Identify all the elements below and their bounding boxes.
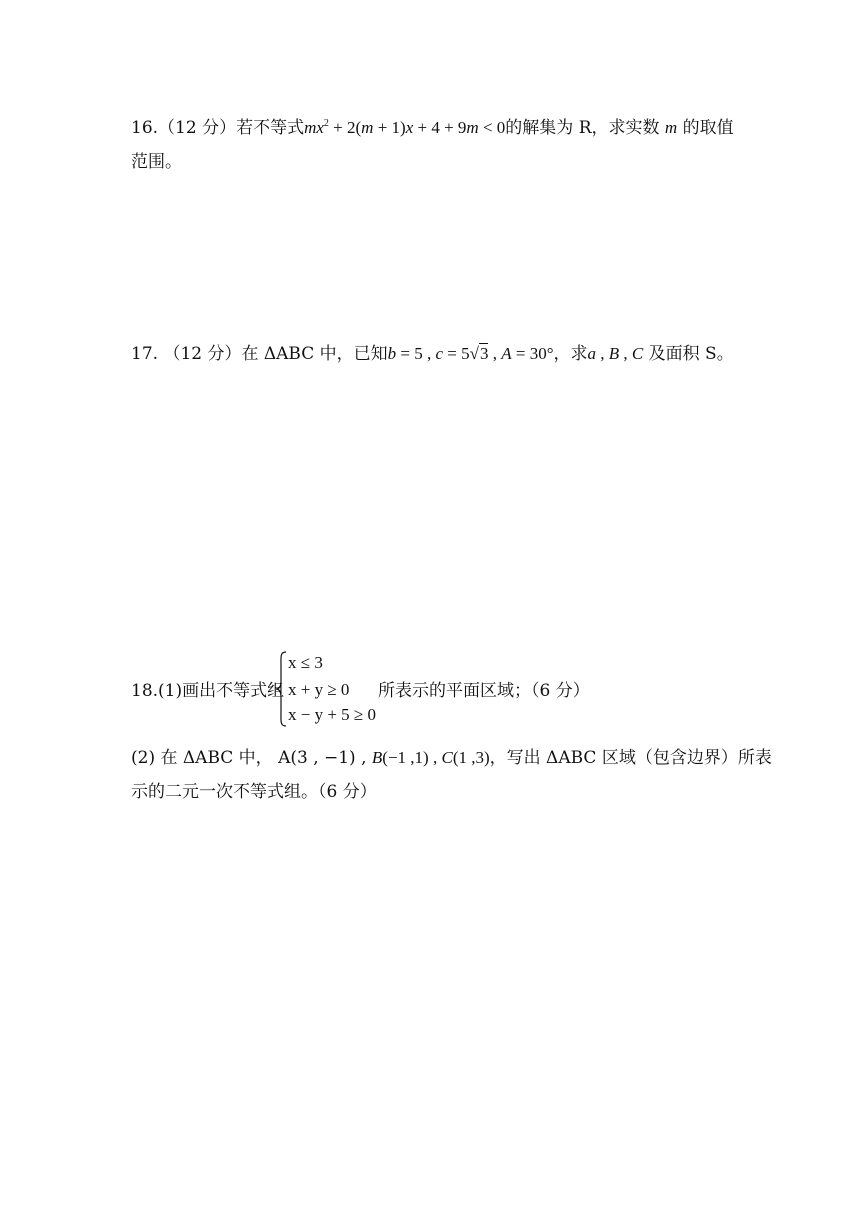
q18-part2-prefix: (2) 在 ΔABC 中， A(3 , −1) ,	[131, 748, 372, 768]
q18-system-row1: x ≤ 3	[288, 653, 323, 672]
q16-line1	[131, 117, 734, 139]
q18-points: B(−1 ,1) , C(1 ,3)	[371, 748, 490, 767]
q16-var-m: m	[664, 118, 678, 137]
q18-part2-line2: 示的二元一次不等式组。（6 分）	[131, 782, 377, 802]
q17-line	[131, 343, 734, 365]
q17-prefix: 17. （12 分）在 ΔABC 中，已知	[131, 344, 388, 364]
q18-system-row3: x − y + 5 ≥ 0	[288, 705, 377, 724]
q16-prefix: 16.（12 分）若不等式	[131, 118, 305, 138]
q18-part2-line1	[131, 747, 772, 769]
q18-part1-prefix: 18.(1)画出不等式组	[131, 681, 285, 701]
q17-suffix: 及面积 S。	[643, 344, 734, 364]
q16-line2: 范围。	[131, 152, 182, 172]
q17-given: b = 5 , c = 5√3 , A = 30°	[387, 344, 554, 363]
q18-part2-suffix: ，写出 ΔABC 区域（包含边界）所表	[489, 748, 772, 768]
q18-part1-suffix: 所表示的平面区域；（6 分）	[378, 681, 590, 701]
q16-suffix-b: 的取值	[682, 118, 734, 138]
q16-suffix-a: 的解集为 R，求实数	[505, 118, 660, 138]
q16-inequality: $mx^2 + 2(m + 1)x + 4 + 9m < 0$	[304, 118, 506, 137]
q17-unknowns: a , B , C	[587, 344, 644, 363]
left-brace-icon	[275, 651, 287, 727]
q18-system-row2: x + y ≥ 0	[288, 680, 350, 699]
q17-mid: ，求	[553, 344, 588, 364]
